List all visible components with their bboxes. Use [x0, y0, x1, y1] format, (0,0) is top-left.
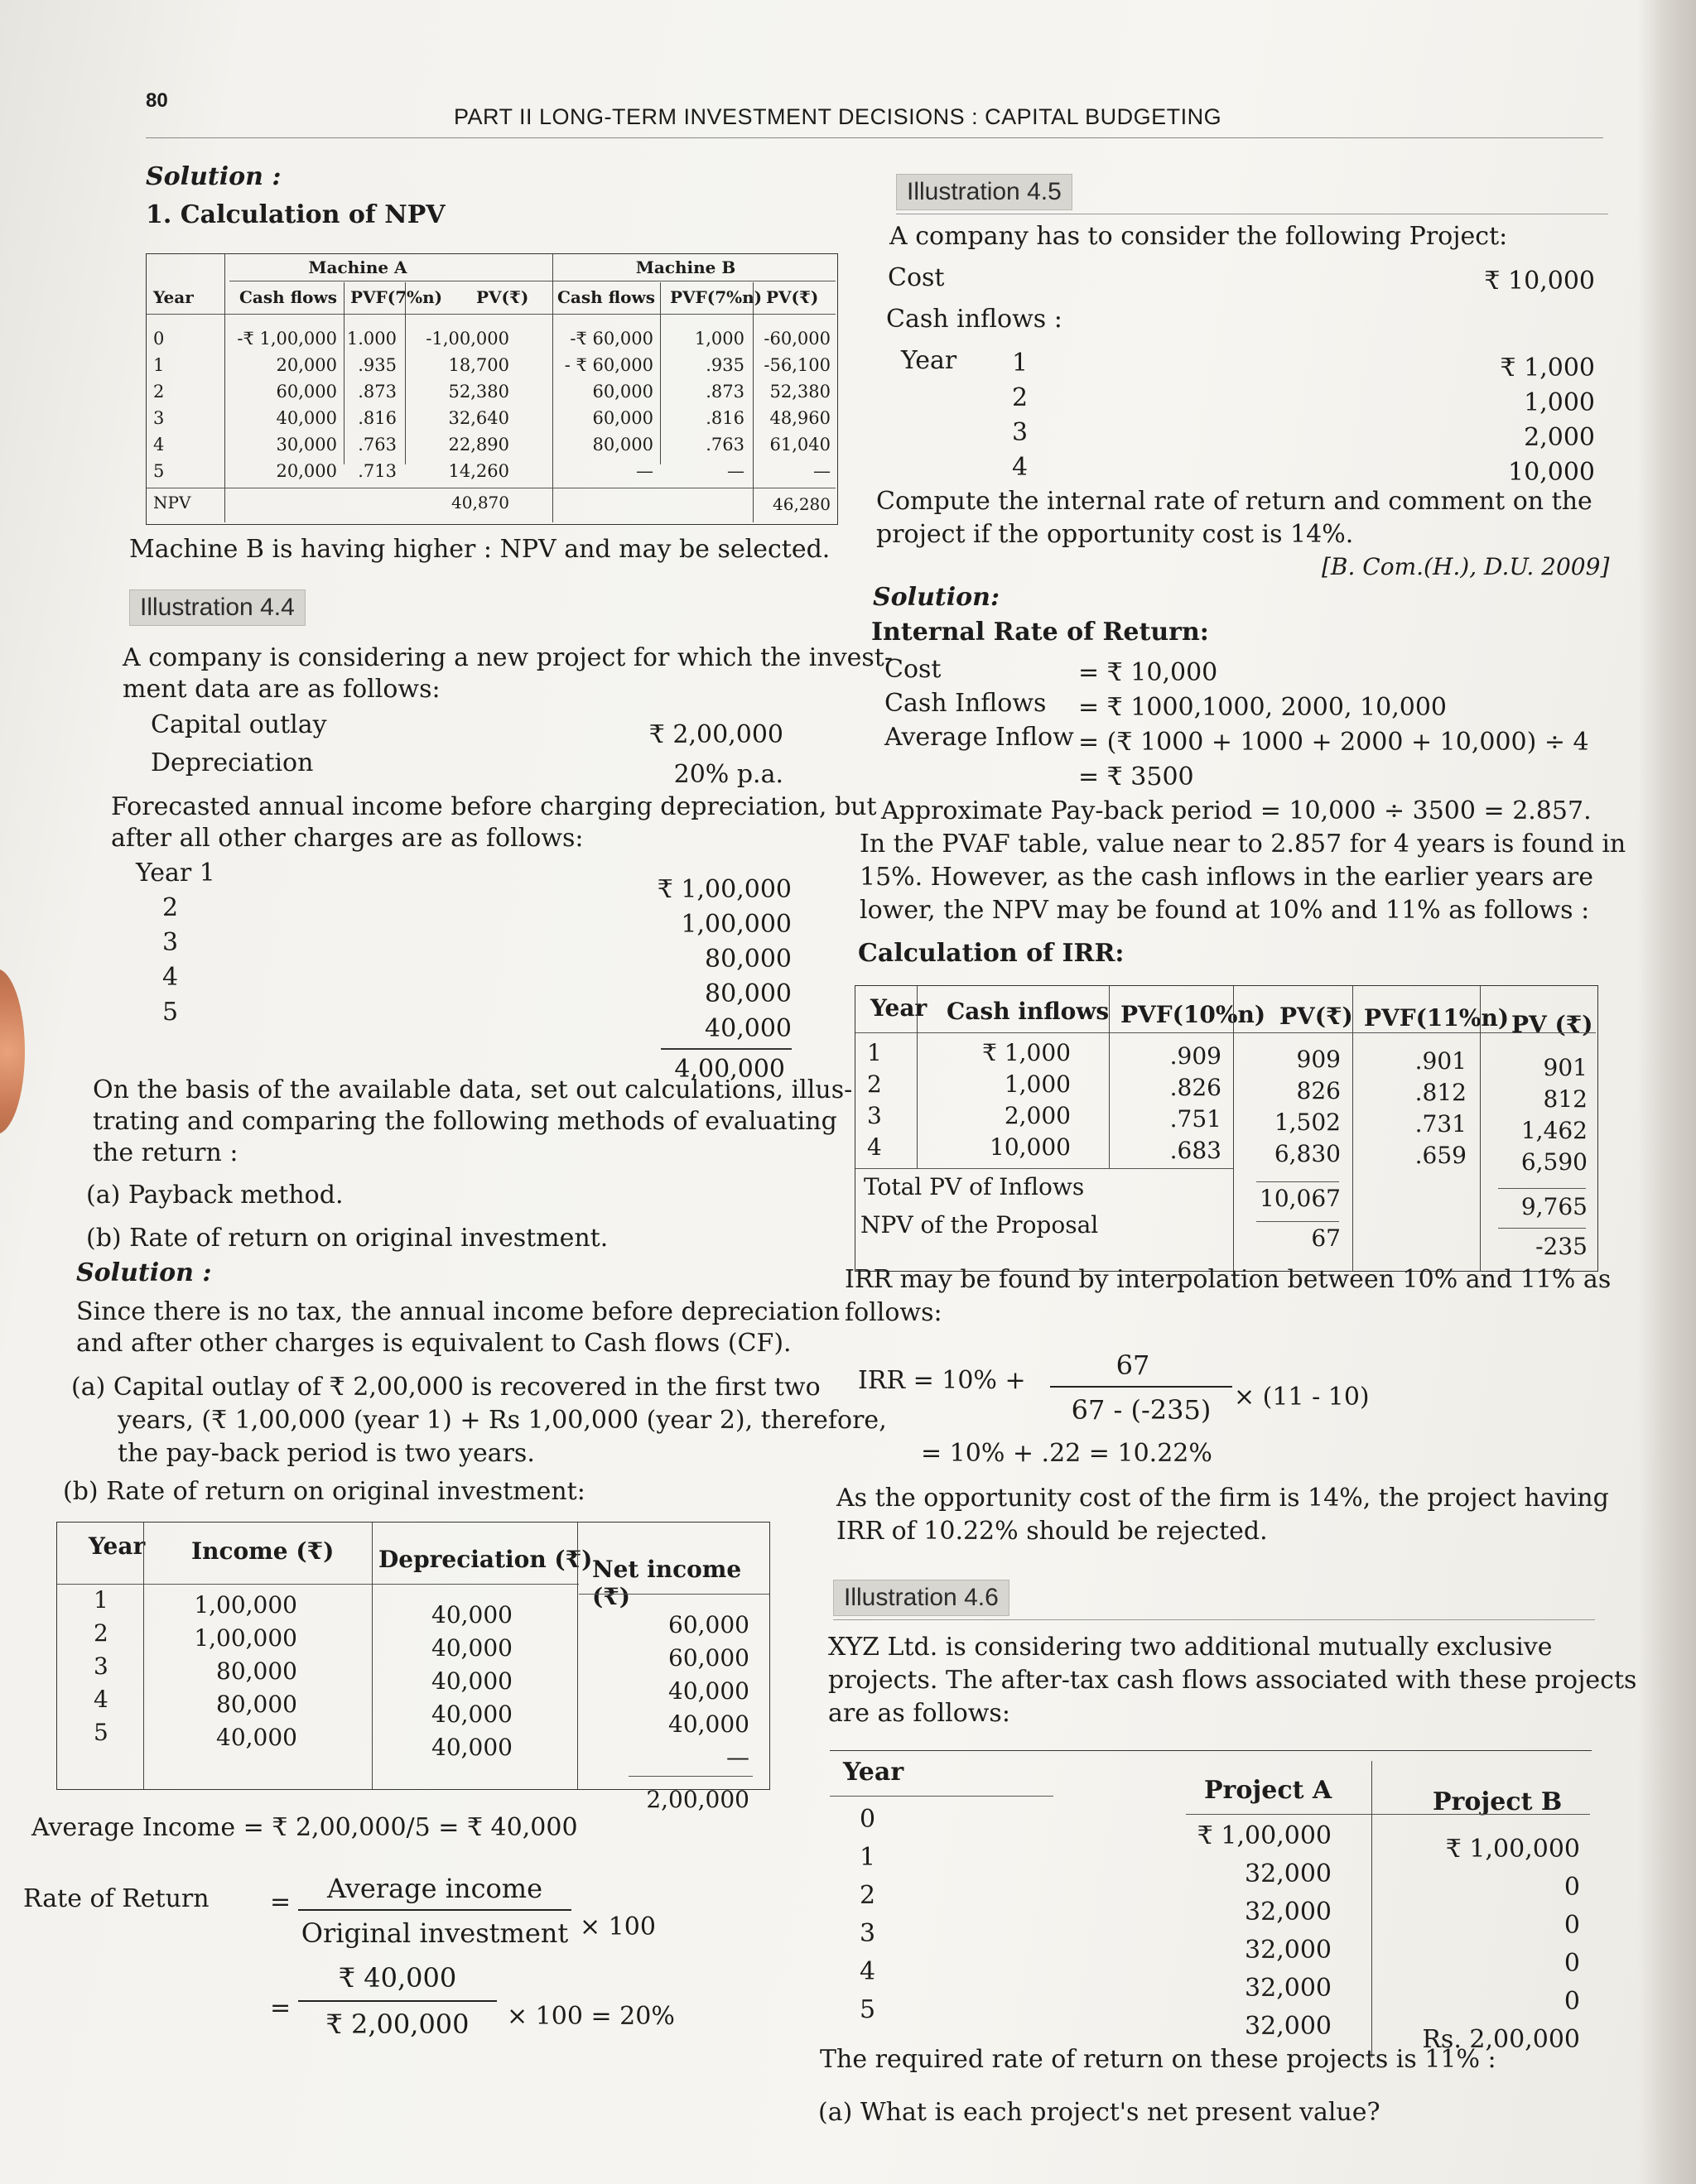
- ror-eq-sign-2: =: [270, 1994, 292, 2023]
- npv-years: 0 1 2 3 4 5: [153, 329, 165, 481]
- depreciation-label: Depreciation: [151, 748, 314, 777]
- machine-b-header: Machine B: [635, 257, 736, 277]
- project-table: [830, 1750, 1592, 2057]
- page-number: 80: [146, 89, 168, 112]
- year-label: Year: [901, 346, 957, 375]
- solution-label: Solution :: [146, 162, 282, 191]
- ror-denominator-2: ₹ 2,00,000: [325, 2008, 470, 2040]
- col-year: Year: [843, 1758, 904, 1787]
- ill45-intro: A company has to consider the following Project:: [889, 222, 1508, 251]
- ror-table: [56, 1522, 770, 1813]
- illustration-4-4-label: Illustration 4.4: [129, 589, 306, 626]
- header-rule: [146, 137, 1603, 138]
- col-depreciation: Depreciation (₹): [378, 1546, 593, 1573]
- inflow-years: 1 2 3 4: [1012, 349, 1029, 482]
- page-edge-shadow: [1638, 0, 1696, 2184]
- ror-numerator: Average income: [326, 1873, 543, 1904]
- col-pv10: PV(₹): [1279, 1003, 1353, 1030]
- ror-denominator: Original investment: [301, 1917, 569, 1949]
- ror-income: 1,00,000 1,00,000 80,000 80,000 40,000: [194, 1591, 297, 1751]
- thumb-at-edge: [0, 969, 25, 1134]
- npv-label: NPV: [153, 493, 191, 512]
- illustration-4-6-label: Illustration 4.6: [833, 1580, 1009, 1616]
- ror-b-heading: (b) Rate of return on original investment:: [63, 1477, 585, 1506]
- col-b-pv: PV(₹): [766, 287, 819, 307]
- npv-b-cash: -₹ 60,000 - ₹ 60,000 60,000 60,000 80,000 —: [564, 329, 653, 481]
- income-values: ₹ 1,00,000 1,00,000 80,000 80,000 40,000: [657, 875, 792, 1043]
- total11-value: 9,765: [1520, 1193, 1588, 1220]
- compute-text: Compute the internal rate of return and comment on the project if the opportunity cost is 14%.: [876, 487, 1592, 549]
- col-project-a: Project A: [1204, 1776, 1332, 1805]
- col-income: Income (₹): [191, 1537, 335, 1565]
- col-b-cash: Cash flows: [557, 287, 655, 307]
- irr-conclusion: As the opportunity cost of the firm is 14%, the project having IRR of 10.22% should be rejected.: [836, 1484, 1609, 1546]
- npv-b-value: 46,280: [773, 494, 831, 514]
- irr-pv11: 901 812 1,462 6,590: [1520, 1054, 1588, 1176]
- inflow-values: ₹ 1,000 1,000 2,000 10,000: [1500, 354, 1595, 487]
- irr-cash: ₹ 1,000 1,000 2,000 10,000: [982, 1039, 1071, 1161]
- solution2-label: Solution :: [76, 1258, 212, 1287]
- irr-row-values: = ₹ 10,000 = ₹ 1000,1000, 2000, 10,000 = (₹ 1000 + 1000 + 2000 + 10,000) ÷ 4 = ₹ 3500: [1078, 658, 1589, 791]
- method-b: (b) Rate of return on original investment.: [86, 1224, 609, 1253]
- cash-inflows-label: Cash inflows :: [886, 305, 1062, 334]
- running-head: PART II LONG-TERM INVESTMENT DECISIONS : CAPITAL BUDGETING: [454, 104, 1222, 129]
- ror-net-total: 2,00,000: [646, 1786, 749, 1813]
- forecast-text: Forecasted annual income before charging depreciation, but after all other charges are as follows:: [111, 792, 877, 853]
- ror-years: 1 2 3 4 5: [94, 1586, 108, 1746]
- npv-b-pvf: 1,000 .935 .873 .816 .763 —: [694, 329, 744, 481]
- irr-pvf11: .901 .812 .731 .659: [1414, 1047, 1467, 1169]
- npv-a-pvf: 1.000 .935 .873 .816 .763 .713: [346, 329, 397, 481]
- since-text: Since there is no tax, the annual income before depreciation and after other charges is equivalent to Cash flows (CF).: [76, 1297, 841, 1358]
- payback-text: Approximate Pay-back period = 10,000 ÷ 3500 = 2.857. In the PVAF table, value near to 2.857 for 4 years is found in 15%. However, as the cash inflows in the earlier years are lower, the NPV may be found at 10% and 11% as follows :: [860, 796, 1626, 925]
- income-years: Year 1 2 3 4 5: [136, 859, 215, 1027]
- col-net-income: Net income (₹): [592, 1556, 742, 1610]
- cost-label: Cost: [888, 263, 945, 292]
- ror-net-income: 60,000 60,000 40,000 40,000 —: [668, 1611, 749, 1771]
- solution-label-right: Solution:: [873, 583, 1000, 612]
- question-a: (a) What is each project's net present value?: [818, 2098, 1380, 2127]
- avg-income-line: Average Income = ₹ 2,00,000/5 = ₹ 40,000: [31, 1813, 578, 1842]
- project-a-values: ₹ 1,00,000 32,000 32,000 32,000 32,000 32,000: [1197, 1821, 1332, 2041]
- ror-eq-sign: =: [270, 1888, 292, 1917]
- npv-b-pv: -60,000 -56,100 52,380 48,960 61,040 —: [764, 329, 831, 481]
- col-pvf10: PVF(10%n): [1120, 1001, 1266, 1028]
- npv-table: [146, 253, 838, 525]
- irr-heading: Internal Rate of Return:: [871, 618, 1209, 647]
- col-a-cash: Cash flows: [239, 287, 337, 307]
- exam-source: [B. Com.(H.), D.U. 2009]: [1322, 553, 1610, 580]
- calc-npv-heading: 1. Calculation of NPV: [146, 200, 446, 229]
- col-b-pvf: PVF(7%n): [670, 287, 763, 307]
- irr-eq-numerator: 67: [1115, 1349, 1150, 1381]
- project-years: 0 1 2 3 4 5: [860, 1805, 876, 2024]
- income-total: 4,00,000: [674, 1055, 785, 1084]
- irr-years: 1 2 3 4: [867, 1039, 882, 1161]
- calc-irr-heading: Calculation of IRR:: [858, 939, 1125, 968]
- cost-value: ₹ 10,000: [1484, 267, 1595, 296]
- npv-a-value: 40,870: [451, 493, 509, 512]
- irr-eq-result: = 10% + .22 = 10.22%: [921, 1439, 1212, 1468]
- ror-depreciation: 40,000 40,000 40,000 40,000 40,000: [431, 1601, 513, 1761]
- total10-value: 10,067: [1260, 1185, 1341, 1212]
- irr-table: [855, 985, 1598, 1272]
- machine-b-conclusion: Machine B is having higher : NPV and may be selected.: [129, 535, 831, 564]
- ill44-text: A company is considering a new project for which the invest- ment data are as follows:: [123, 643, 893, 704]
- irr-eq-lhs: IRR = 10% +: [858, 1366, 1026, 1395]
- payback-a-text: (a) Capital outlay of ₹ 2,00,000 is recovered in the first two years, (₹ 1,00,000 (year 1) + Rs 1,00,000 (year 2), therefore, the pay-back period is two years.: [71, 1373, 887, 1468]
- irr-row-labels: Cost Cash Inflows Average Inflow: [884, 655, 1074, 752]
- col-project-b: Project B: [1433, 1787, 1563, 1816]
- ror-numerator-2: ₹ 40,000: [338, 1962, 457, 1994]
- col-year: Year: [870, 994, 928, 1022]
- method-a: (a) Payback method.: [86, 1181, 344, 1210]
- irr-eq-denominator: 67 - (-235): [1071, 1394, 1212, 1426]
- irr-pvf10: .909 .826 .751 .683: [1169, 1042, 1221, 1164]
- npv-a-cash: -₹ 1,00,000 20,000 60,000 40,000 30,000 20,000: [237, 329, 337, 481]
- illustration-4-5-label: Illustration 4.5: [896, 174, 1072, 210]
- capital-outlay-label: Capital outlay: [151, 710, 327, 739]
- ill46-text: XYZ Ltd. is considering two additional mutually exclusive projects. The after-tax cash flows associated with these projects are as follows:: [828, 1633, 1637, 1728]
- irr-eq-rhs: × (11 - 10): [1234, 1383, 1370, 1412]
- depreciation-value: 20% p.a.: [673, 760, 783, 789]
- col-year: Year: [153, 287, 194, 307]
- col-pv11: PV (₹): [1511, 1011, 1593, 1038]
- ror-label: Rate of Return: [23, 1884, 210, 1913]
- npv11-value: -235: [1535, 1233, 1588, 1260]
- irr-pv10: 909 826 1,502 6,830: [1274, 1046, 1341, 1167]
- basis-text: On the basis of the available data, set out calculations, illus- trating and comparing the following methods of evaluating the return :: [93, 1075, 853, 1167]
- interpolation-text: IRR may be found by interpolation between 10% and 11% as follows:: [845, 1265, 1612, 1327]
- col-cash-inflows: Cash inflows: [947, 998, 1110, 1025]
- col-a-pvf: PVF(7%n): [350, 287, 443, 307]
- col-year: Year: [89, 1532, 146, 1560]
- project-b-values: ₹ 1,00,000 0 0 0 0 Rs. 2,00,000: [1422, 1835, 1580, 2054]
- col-pvf11: PVF(11%n): [1364, 1004, 1510, 1032]
- machine-a-header: Machine A: [308, 257, 407, 277]
- npv-a-pv: -1,00,000 18,700 52,380 32,640 22,890 14,260: [426, 329, 509, 481]
- col-a-pv: PV(₹): [476, 287, 529, 307]
- required-rate-text: The required rate of return on these projects is 11% :: [820, 2045, 1496, 2074]
- npv10-value: 67: [1311, 1224, 1341, 1252]
- capital-outlay-value: ₹ 2,00,000: [648, 720, 783, 749]
- ror-times: × 100: [580, 1912, 656, 1941]
- npv-proposal-label: NPV of the Proposal: [860, 1211, 1099, 1239]
- ror-result: × 100 = 20%: [507, 2002, 675, 2031]
- total-pv-label: Total PV of Inflows: [864, 1173, 1085, 1200]
